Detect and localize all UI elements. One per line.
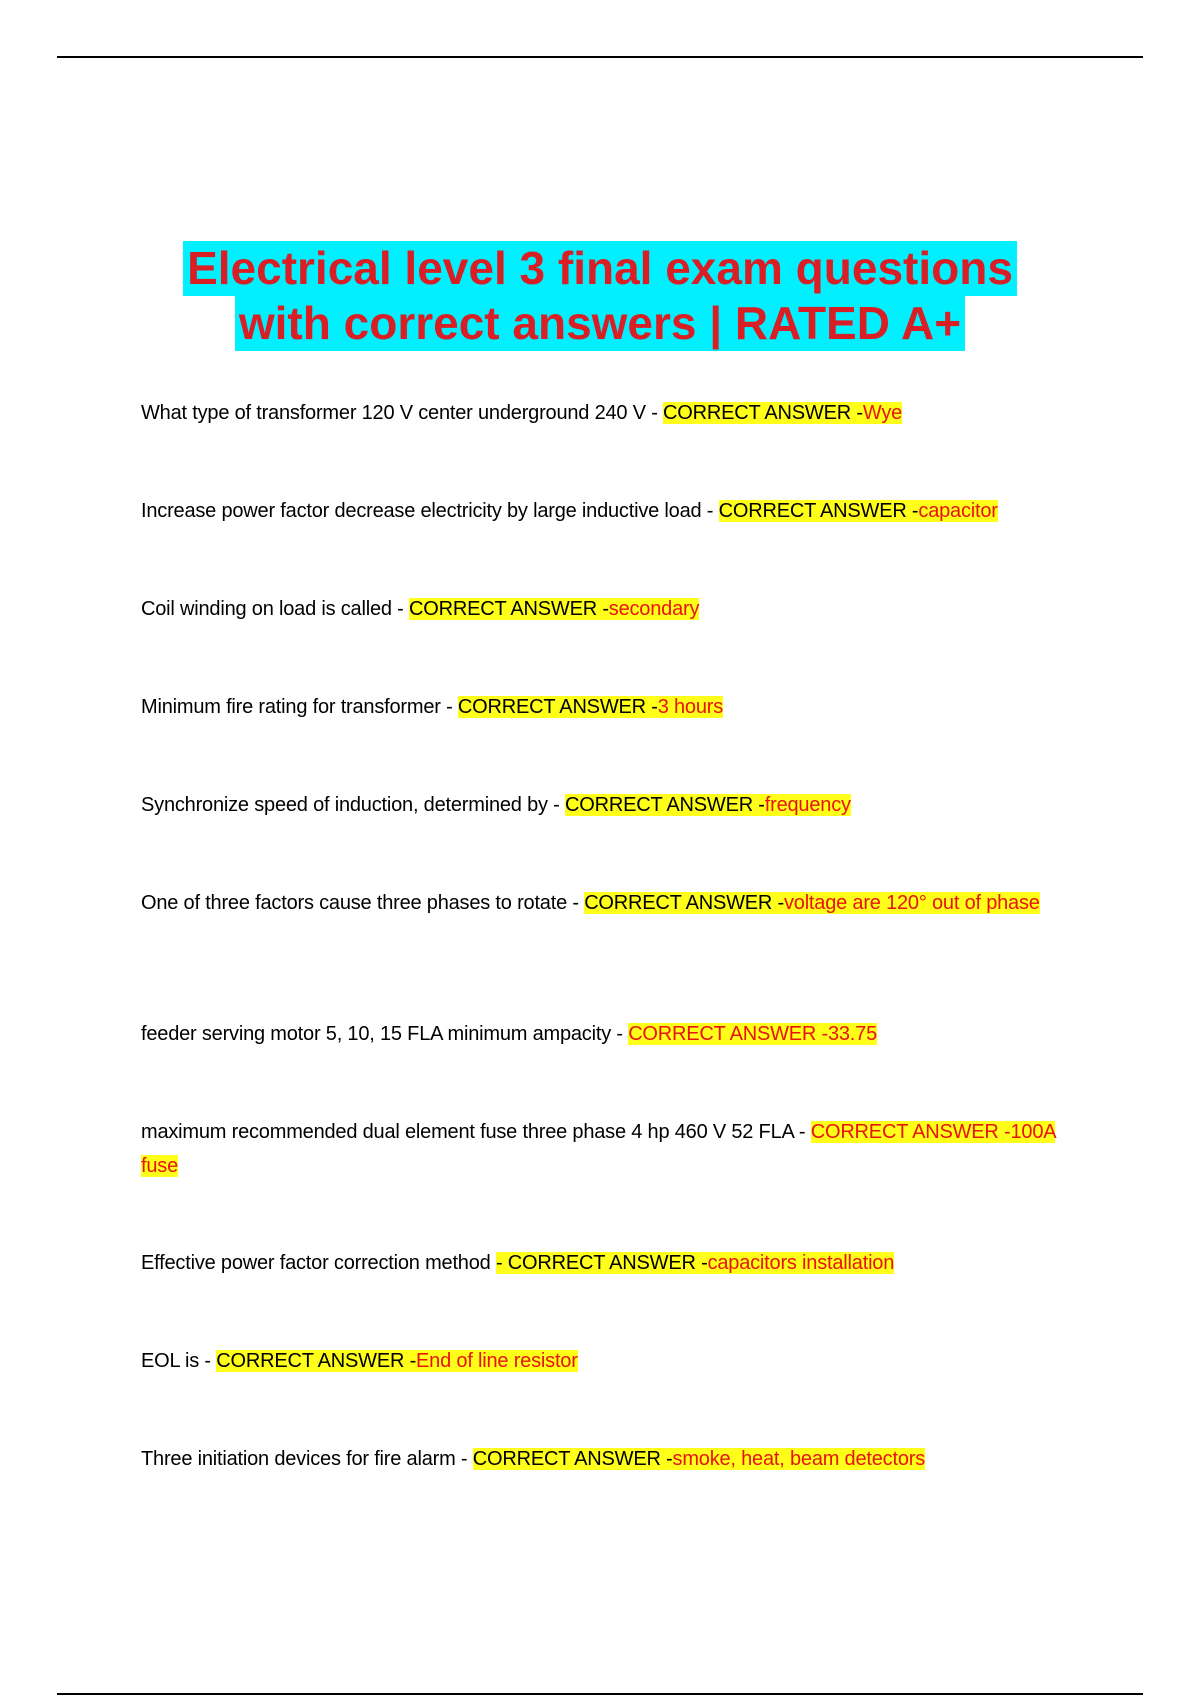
answer-label: CORRECT ANSWER - bbox=[663, 402, 863, 424]
question-text: EOL is - bbox=[141, 1350, 217, 1372]
question-text: Three initiation devices for fire alarm - bbox=[141, 1448, 473, 1470]
answer-highlight bbox=[409, 598, 699, 620]
answer-text: smoke, heat, beam detectors bbox=[672, 1448, 926, 1470]
answer-highlight bbox=[565, 794, 851, 816]
qa-item bbox=[141, 886, 1071, 920]
question-text: Effective power factor correction method bbox=[141, 1252, 496, 1274]
answer-label: CORRECT ANSWER - bbox=[584, 892, 784, 914]
qa-item bbox=[141, 1344, 1071, 1378]
answer-highlight bbox=[628, 1023, 877, 1045]
footer-rule bbox=[57, 1693, 1143, 1695]
question-text: Increase power factor decrease electricity by large inductive load - bbox=[141, 500, 719, 522]
answer-label: CORRECT ANSWER - bbox=[216, 1350, 417, 1372]
question-text: maximum recommended dual element fuse three phase 4 hp 460 V 52 FLA - bbox=[141, 1121, 811, 1143]
answer-label: CORRECT ANSWER - bbox=[472, 1448, 673, 1470]
qa-item bbox=[141, 1017, 1071, 1051]
qa-item bbox=[141, 1115, 1071, 1183]
qa-item bbox=[141, 1246, 1071, 1280]
question-text: Coil winding on load is called - bbox=[141, 598, 409, 620]
answer-highlight bbox=[719, 500, 998, 522]
answer-highlight bbox=[584, 892, 1040, 914]
answer-label: CORRECT ANSWER - bbox=[718, 500, 919, 522]
answer-text: frequency bbox=[764, 794, 851, 816]
answer-label: CORRECT ANSWER - bbox=[457, 696, 658, 718]
qa-item bbox=[141, 396, 1071, 430]
document-title bbox=[0, 241, 1200, 351]
answer-highlight bbox=[458, 696, 723, 718]
answer-text: secondary bbox=[608, 598, 700, 620]
answer-label: CORRECT ANSWER - bbox=[564, 794, 765, 816]
qa-item bbox=[141, 1442, 1071, 1476]
qa-item bbox=[141, 592, 1071, 626]
answer-text: voltage are 120° out of phase bbox=[783, 892, 1040, 914]
title-line-2: with correct answers | RATED A+ bbox=[235, 296, 965, 351]
header-rule bbox=[57, 56, 1143, 58]
question-text: What type of transformer 120 V center underground 240 V - bbox=[141, 402, 664, 424]
answer-label: CORRECT ANSWER - bbox=[507, 1252, 708, 1274]
answer-text: Wye bbox=[862, 402, 903, 424]
answer-text: 3 hours bbox=[657, 696, 724, 718]
question-text: One of three factors cause three phases to rotate - bbox=[141, 892, 585, 914]
answer-text: End of line resistor bbox=[416, 1350, 578, 1372]
question-text: Synchronize speed of induction, determined by - bbox=[141, 794, 565, 816]
answer-highlight bbox=[216, 1350, 577, 1372]
answer-text: capacitors installation bbox=[707, 1252, 895, 1274]
title-line-1: Electrical level 3 final exam questions bbox=[183, 241, 1017, 296]
qa-item bbox=[141, 690, 1071, 724]
qa-item bbox=[141, 494, 1071, 528]
answer-label: CORRECT ANSWER - bbox=[409, 598, 609, 620]
answer-highlight bbox=[663, 402, 902, 424]
answer-text: CORRECT ANSWER -33.75 bbox=[628, 1023, 878, 1045]
question-text: Minimum fire rating for transformer - bbox=[141, 696, 458, 718]
answer-text: capacitor bbox=[918, 500, 998, 522]
question-text: feeder serving motor 5, 10, 15 FLA minimum ampacity - bbox=[141, 1023, 629, 1045]
answer-highlight bbox=[496, 1252, 894, 1274]
answer-pre: - bbox=[495, 1252, 508, 1274]
answer-text: CORRECT ANSWER -100A fuse bbox=[141, 1121, 1056, 1177]
qa-item bbox=[141, 788, 1071, 822]
answer-highlight bbox=[473, 1448, 925, 1470]
